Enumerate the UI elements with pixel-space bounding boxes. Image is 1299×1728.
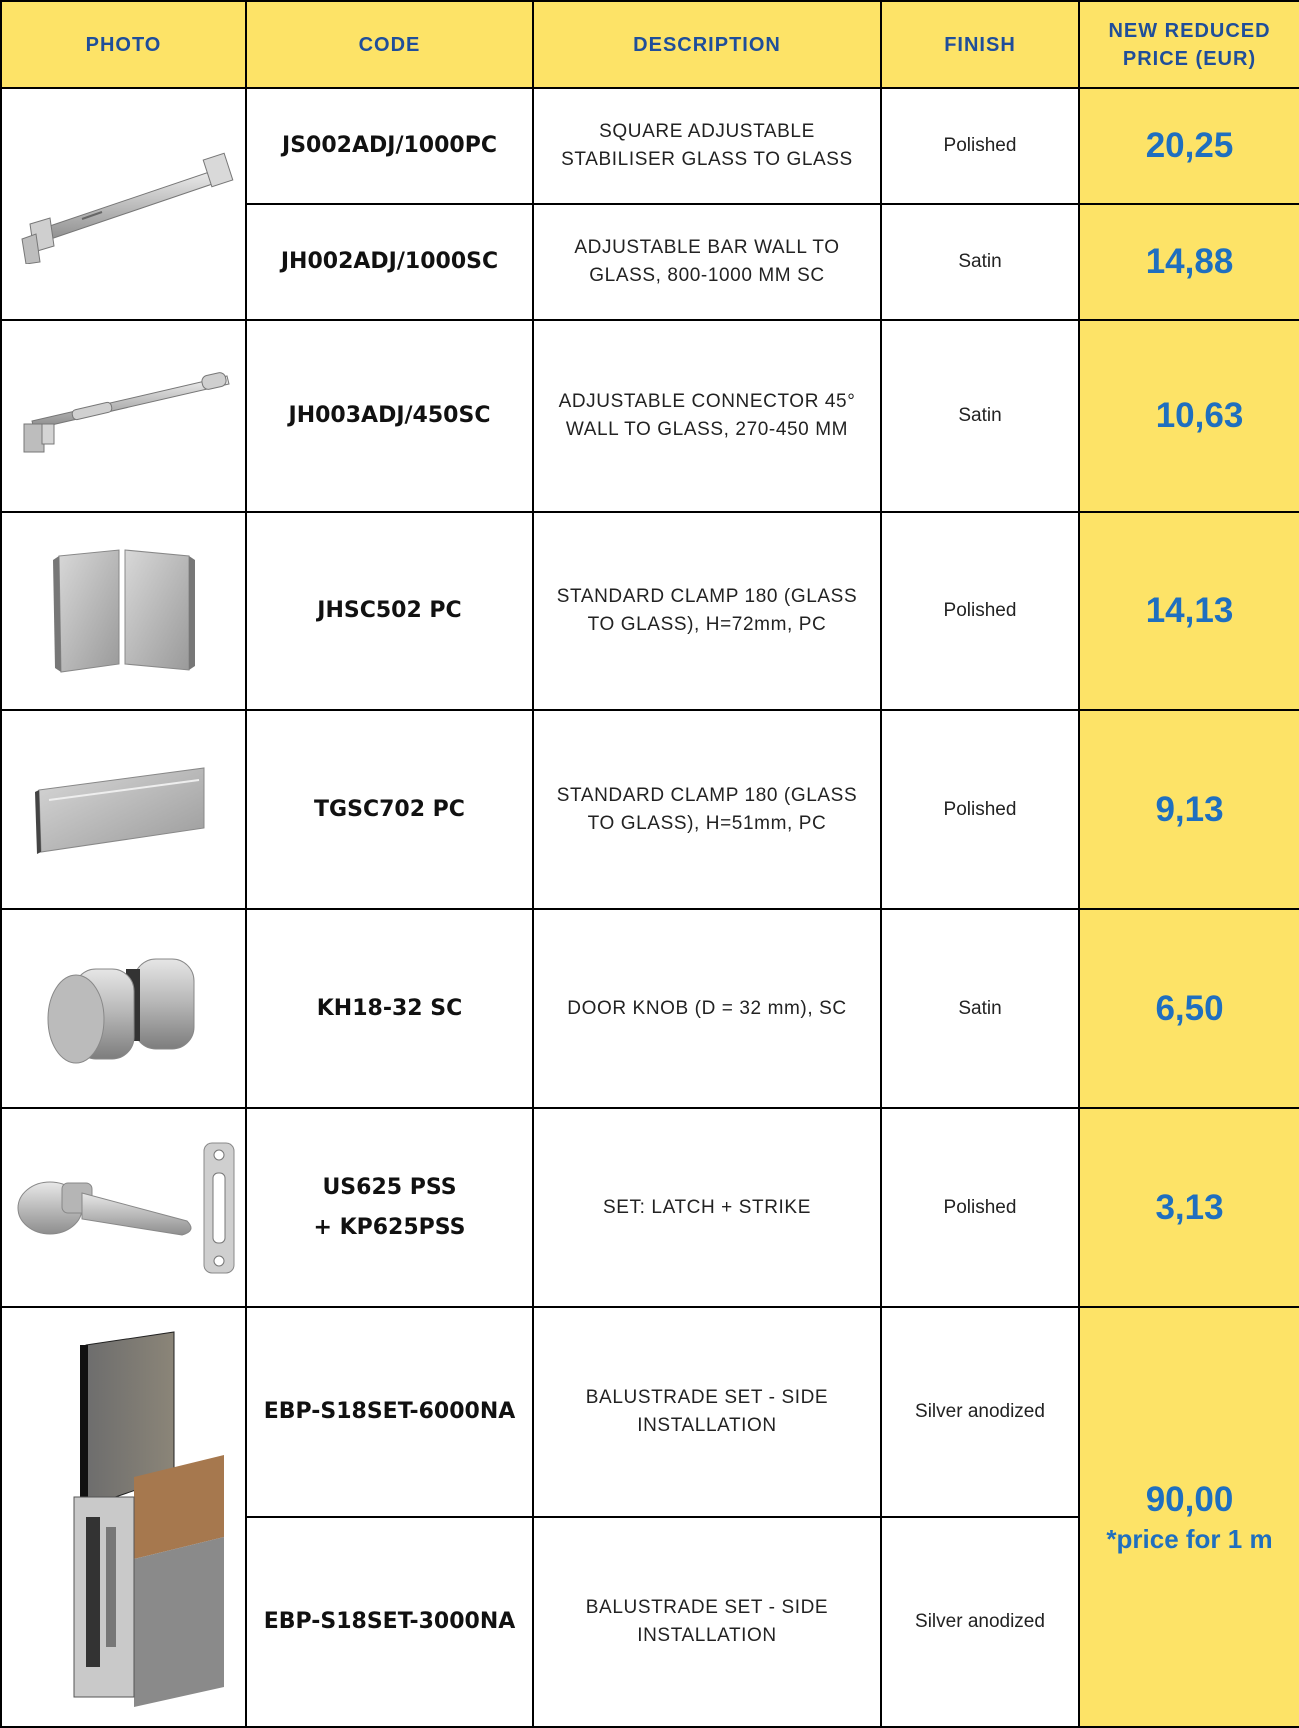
- description-line: STABILISER GLASS TO GLASS: [561, 149, 853, 170]
- code-line: + KP625PSS: [313, 1214, 466, 1240]
- description-line: WALL TO GLASS, 270-450 MM: [565, 419, 849, 440]
- product-code: EBP-S18SET-3000NA: [246, 1517, 533, 1727]
- product-price: 3,13: [1079, 1108, 1299, 1307]
- product-code: KH18-32 SC: [246, 909, 533, 1108]
- product-finish: Satin: [881, 909, 1079, 1108]
- description-line: GLASS, 800-1000 MM SC: [589, 265, 825, 286]
- product-description: [533, 1108, 881, 1307]
- product-code: JH003ADJ/450SC: [246, 320, 533, 512]
- product-code: JHSC502 PC: [246, 512, 533, 710]
- product-price: 14,13: [1079, 512, 1299, 710]
- product-finish: Silver anodized: [881, 1307, 1079, 1517]
- product-description: [533, 909, 881, 1108]
- round-connector-bar-icon: [12, 366, 235, 466]
- product-finish: Satin: [881, 204, 1079, 320]
- description-line: INSTALLATION: [637, 1625, 777, 1646]
- product-code: TGSC702 PC: [246, 710, 533, 909]
- description-line: ADJUSTABLE BAR WALL TO: [574, 237, 840, 258]
- glass-clamp-51-icon: [12, 760, 235, 860]
- product-finish: Polished: [881, 1108, 1079, 1307]
- product-finish: Polished: [881, 88, 1079, 204]
- table-row: [1, 320, 1299, 512]
- header-description: DESCRIPTION: [533, 1, 881, 88]
- product-code: EBP-S18SET-6000NA: [246, 1307, 533, 1517]
- balustrade-price: 90,00: [1145, 1479, 1234, 1519]
- product-finish: Polished: [881, 512, 1079, 710]
- price-note: *price for 1 m: [1106, 1523, 1273, 1554]
- header-price: [1079, 1, 1299, 88]
- product-description: [533, 1307, 881, 1517]
- description-line: BALUSTRADE SET - SIDE: [585, 1597, 829, 1618]
- product-description: [533, 512, 881, 710]
- product-price: 20,25: [1079, 88, 1299, 204]
- product-finish: Polished: [881, 710, 1079, 909]
- photo-cell: [1, 1108, 246, 1307]
- product-description: [533, 320, 881, 512]
- product-description: [533, 1517, 881, 1727]
- product-description: [533, 204, 881, 320]
- photo-cell: [1, 909, 246, 1108]
- header-row: [1, 1, 1299, 88]
- product-price: 9,13: [1079, 710, 1299, 909]
- description-line: BALUSTRADE SET - SIDE: [585, 1387, 829, 1408]
- product-code: JH002ADJ/1000SC: [246, 204, 533, 320]
- balustrade-set-icon: [12, 1327, 235, 1707]
- product-code: [246, 1108, 533, 1307]
- photo-cell: [1, 710, 246, 909]
- photo-cell: [1, 1307, 246, 1727]
- description-line: DOOR KNOB (D = 32 mm), SC: [567, 997, 847, 1019]
- latch-strike-icon: [12, 1133, 235, 1283]
- header-price-line2: PRICE (EUR): [1122, 47, 1257, 70]
- description-line: STANDARD CLAMP 180 (GLASS: [556, 784, 858, 806]
- code-line: US625 PSS: [322, 1174, 457, 1200]
- header-finish: FINISH: [881, 1, 1079, 88]
- product-description: [533, 710, 881, 909]
- description-line: TO GLASS), H=51mm, PC: [587, 812, 827, 834]
- product-code: JS002ADJ/1000PC: [246, 88, 533, 204]
- door-knob-icon: [12, 939, 235, 1079]
- description-line: INSTALLATION: [637, 1415, 777, 1436]
- table-row: [1, 1307, 1299, 1517]
- description-line: STANDARD CLAMP 180 (GLASS: [556, 586, 858, 607]
- product-finish: Silver anodized: [881, 1517, 1079, 1727]
- table-row: [1, 1108, 1299, 1307]
- description-line: SET: LATCH + STRIKE: [603, 1196, 811, 1218]
- product-finish: Satin: [881, 320, 1079, 512]
- header-code: CODE: [246, 1, 533, 88]
- description-line: ADJUSTABLE CONNECTOR 45°: [558, 391, 856, 412]
- product-description: [533, 88, 881, 204]
- table-row: [1, 88, 1299, 204]
- table-row: [1, 710, 1299, 909]
- photo-cell: [1, 512, 246, 710]
- product-price: [1079, 1307, 1299, 1727]
- table-row: [1, 909, 1299, 1108]
- description-line: TO GLASS), H=72mm, PC: [587, 614, 827, 635]
- glass-clamp-72-icon: [12, 546, 235, 676]
- table-row: [1, 512, 1299, 710]
- product-price: 14,88: [1079, 204, 1299, 320]
- product-price: 6,50: [1079, 909, 1299, 1108]
- description-line: SQUARE ADJUSTABLE: [599, 121, 815, 142]
- photo-cell: [1, 320, 246, 512]
- photo-cell: [1, 88, 246, 320]
- header-photo: PHOTO: [1, 1, 246, 88]
- header-price-line1: NEW REDUCED: [1108, 19, 1271, 42]
- product-price: 10,63: [1079, 320, 1299, 512]
- square-stabiliser-bar-icon: [12, 144, 235, 264]
